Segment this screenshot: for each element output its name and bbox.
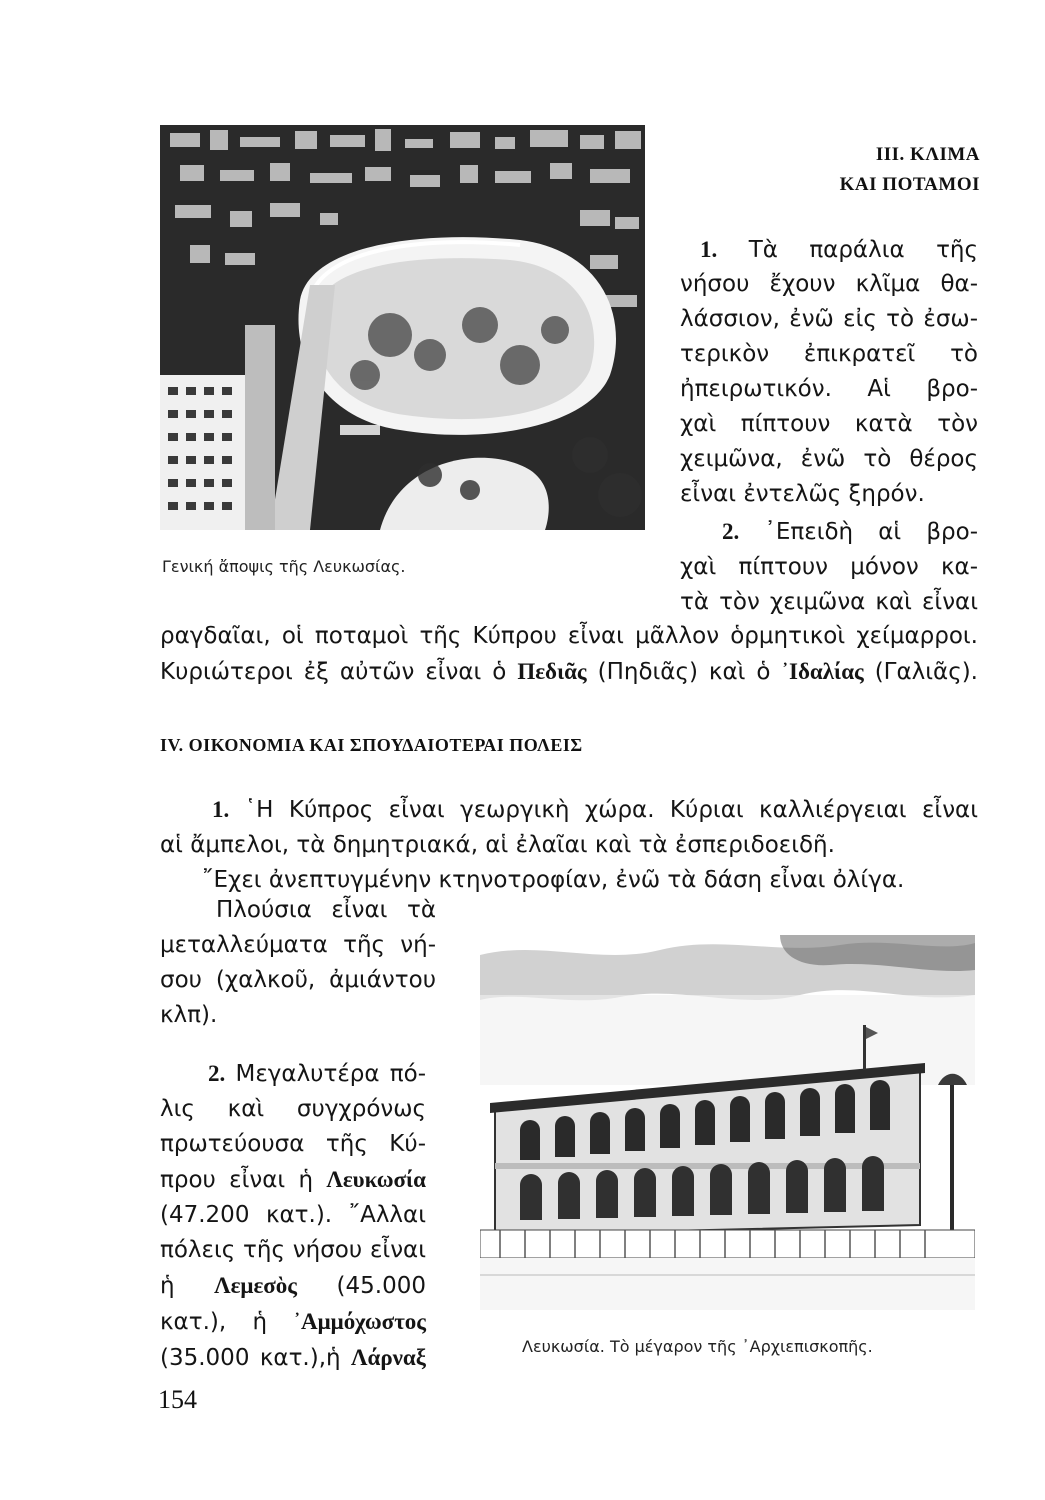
minerals-line: σου (χαλκοῦ, ἀμιάντου [160,967,436,993]
climate-paragraph-line: λάσσιον, ἐνῶ εἰς τὸ ἐσω- [680,306,978,332]
minerals-line [160,893,436,928]
text-run: (Γαλιᾶς). [863,659,978,685]
city-name: Λεμεσὸς [214,1273,298,1298]
cities-line: πόλεις τῆς νήσου εἶναι [160,1237,426,1263]
rivers-paragraph [680,514,978,620]
city-name: Λάρναξ [351,1345,426,1370]
text-line: Μεγαλυτέρα πό- [235,1061,426,1087]
climate-paragraph-line: χειμῶνα, ἐνῶ τὸ θέρος [680,446,978,472]
city-name: Λευκωσία [326,1167,426,1192]
economy-paragraph-line: αἱ ἄμπελοι, τὰ δημητριακά, αἱ ἐλαῖαι καὶ τὰ ἐσπεριδοειδῆ. [160,832,835,858]
rivers-paragraph-line [160,654,978,690]
climate-paragraph-line: νήσου ἔχουν κλῖμα θα- [680,271,978,297]
text-line: ῾Η Κύπρος εἶναι γεωργικὴ χώρα. Κύριαι καλλιέργειαι εἶναι [244,797,978,823]
section-4-heading: IV. ΟΙΚΟΝΟΜΙΑ ΚΑΙ ΣΠΟΥΔΑΙΟΤΕΡΑΙ ΠΟΛΕΙΣ [160,735,583,755]
climate-paragraph [680,232,978,512]
cities-paragraph [160,1056,426,1376]
text-line: Τὰ παράλια τῆς [748,237,978,263]
cities-line [160,1162,426,1198]
cities-line [160,1268,426,1304]
cities-line: πρωτεύουσα τῆς Κύ- [160,1131,426,1157]
cities-line [160,1056,426,1092]
rivers-paragraph-line [680,514,978,550]
text-run: (45.000 [297,1273,426,1299]
river-name: Πεδιᾶς [517,659,587,684]
text-line: ᾿Επειδὴ αἱ βρο- [764,519,978,545]
section-3-heading [760,140,980,200]
palace-photo [480,935,975,1310]
paragraph-number: 1. [700,237,718,262]
paragraph-number: 2. [722,519,740,544]
cities-line [160,1340,426,1376]
climate-paragraph-line [680,232,978,267]
text-run: (35.000 κατ.),ἡ [160,1345,351,1371]
economy-paragraph-line: ῎Εχει ἀνεπτυγμένην κτηνοτροφίαν, ἐνῶ τὰ δάση εἶναι ὀλίγα. [202,867,905,893]
text-run: κατ.), ἡ [160,1309,294,1335]
climate-paragraph-line: εἶναι ἐντελῶς ξηρόν. [680,481,925,507]
text-run: Κυριώτεροι ἐξ αὐτῶν εἶναι ὁ [160,659,518,685]
cities-line [160,1304,426,1340]
text-run: (Πηδιᾶς) καὶ ὁ [586,659,782,685]
minerals-paragraph [160,893,436,1033]
rivers-paragraph-line: ραγδαῖαι, οἱ ποταμοὶ τῆς Κύπρου εἶναι μᾶλλον ὁρμητικοὶ χείμαρροι. [160,623,978,649]
economy-paragraph-line [160,792,978,828]
text-run: πρου εἶναι ἡ [160,1167,327,1193]
rivers-paragraph-line: τὰ τὸν χειμῶνα καὶ εἶναι [680,589,978,615]
aerial-photo-caption: Γενική ἄποψις τῆς Λευκωσίας. [162,557,406,576]
cities-line: λις καὶ συγχρόνως [160,1096,426,1122]
palace-photo-caption: Λευκωσία. Τὸ μέγαρον τῆς ᾿Αρχιεπισκοπῆς. [522,1337,873,1356]
rivers-paragraph-line: χαὶ πίπτουν μόνον κα- [680,554,978,580]
city-name: ᾿Αμμόχωστος [293,1309,426,1334]
paragraph-number: 1. [212,797,230,822]
river-name: ᾿Ιδαλίας [781,659,864,684]
cities-line: (47.200 κατ.). ῎Αλλαι [160,1202,426,1228]
page-number: 154 [158,1385,197,1414]
aerial-photo [160,125,645,530]
minerals-line: μεταλλεύματα τῆς νή- [160,932,436,958]
paragraph-number: 2. [208,1061,226,1086]
text-run: ἡ [160,1273,215,1299]
minerals-line: κλπ). [160,1002,218,1028]
climate-paragraph-line: χαὶ πίπτουν κατὰ τὸν [680,411,978,437]
section-3-heading-line-1: III. ΚΛΙΜΑ [875,144,980,165]
text-line: Πλούσια εἶναι τὰ [216,897,436,923]
climate-paragraph-line: ἠπειρωτικόν. Αἱ βρο- [680,376,978,402]
economy-paragraph [160,792,978,898]
section-3-heading-line-2: ΚΑΙ ΠΟΤΑΜΟΙ [839,174,980,195]
climate-paragraph-line: τερικὸν ἐπικρατεῖ τὸ [680,341,978,367]
